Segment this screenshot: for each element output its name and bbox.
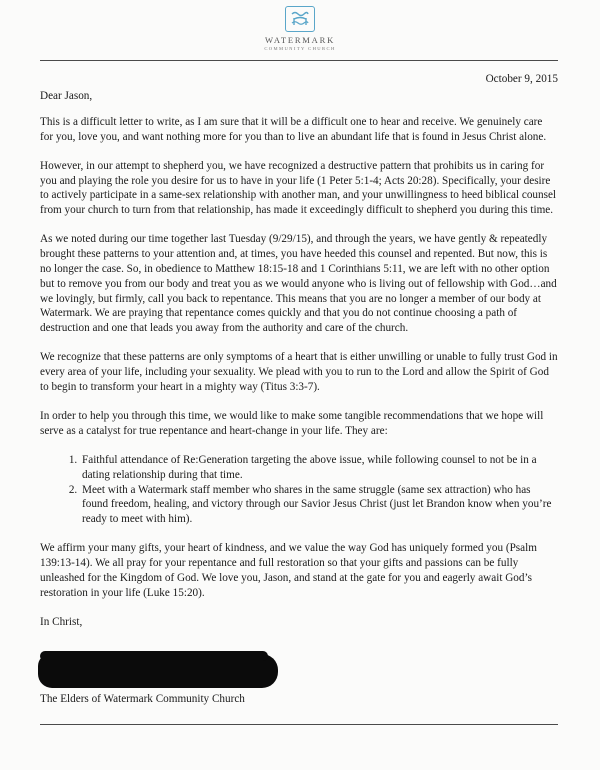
paragraph: However, in our attempt to shepherd you, we have recognized a destructive pattern that prohibits us in caring for you and playing the role you desire for us to have in your life (1 Peter 5:1-4; Acts 20:28). Specifically, your desire to actively participate in a same-sex relationship with another man, and your unwillingness to heed biblical counsel from your church to turn from that relationship, has made it exceedingly difficult to shepherd you during this time.: [40, 159, 557, 217]
letter-date: October 9, 2015: [485, 73, 558, 85]
paragraph: This is a difficult letter to write, as I am sure that it will be a difficult one to hear and receive. We genuinely care for you, love you, and want nothing more for you than to live an abundant life that is found in Jesus Christ alone.: [40, 115, 547, 143]
letterhead: [0, 6, 600, 51]
letter-body: [40, 89, 558, 644]
final-paragraph: We affirm your many gifts, your heart of kindness, and we value the way God has uniquely formed you (Psalm 139:13-14). We all pray for your repentance and full restoration so that your gifts and passions can be fully unleashed for the Kingdom of God. We love you, Jason, and stand at the gate for you and eagerly await God’s restoration in your life (Luke 15:20).: [40, 542, 537, 599]
signer-line: The Elders of Watermark Community Church: [40, 693, 245, 705]
footer-divider: [40, 724, 558, 725]
church-name: WATERMARK: [264, 35, 336, 45]
recommendations-list: [40, 453, 558, 527]
header-divider: [40, 60, 558, 61]
paragraph: In order to help you through this time, we would like to make some tangible recommendations that we hope will serve as a catalyst for true repentance and heart-change in your life. They are:: [40, 410, 544, 437]
church-subname: COMMUNITY CHURCH: [264, 46, 336, 51]
water-wave-logo-icon: [285, 6, 315, 32]
closing: In Christ,: [40, 616, 83, 629]
paragraph: As we noted during our time together last Tuesday (9/29/15), and through the years, we have gently & repeatedly brought these patterns to your attention and, at times, you have heeded this counsel and repented. But now, this is no longer the case. So, in obedience to Matthew 18:15-18 and 1 Corinthians 5:11, we are left with no other option but to remove you from our body and treat you as we would anyone who is living out of fellowship with God…and we lovingly, but firmly, call you back to repentance. This means that you are no longer a member of our body at Watermark. We are praying that repentance comes quickly and that you do not continue choosing a path of destruction and one that leads you away from the authority and care of the church.: [40, 233, 557, 335]
redacted-signature-block: [38, 654, 278, 688]
recommendation-item: 1. Faithful attendance of Re:Generation targeting the above issue, while following counsel to not be in a dating relationship during that time.: [80, 453, 558, 483]
paragraph: We recognize that these patterns are only symptoms of a heart that is either unwilling or unable to fully trust God in every area of your life, including your sexuality. We plead with you to run to the Lord and allow the Spirit of God to begin to transform your heart in a mighty way (Titus 3:3-7).: [40, 351, 558, 393]
recommendation-item: 2. Meet with a Watermark staff member who shares in the same struggle (same sex attraction) who has found freedom, healing, and victory through our Savior Jesus Christ (just let Brandon know when you’re ready to meet with him).: [80, 483, 558, 527]
salutation: Dear Jason,: [40, 90, 93, 102]
